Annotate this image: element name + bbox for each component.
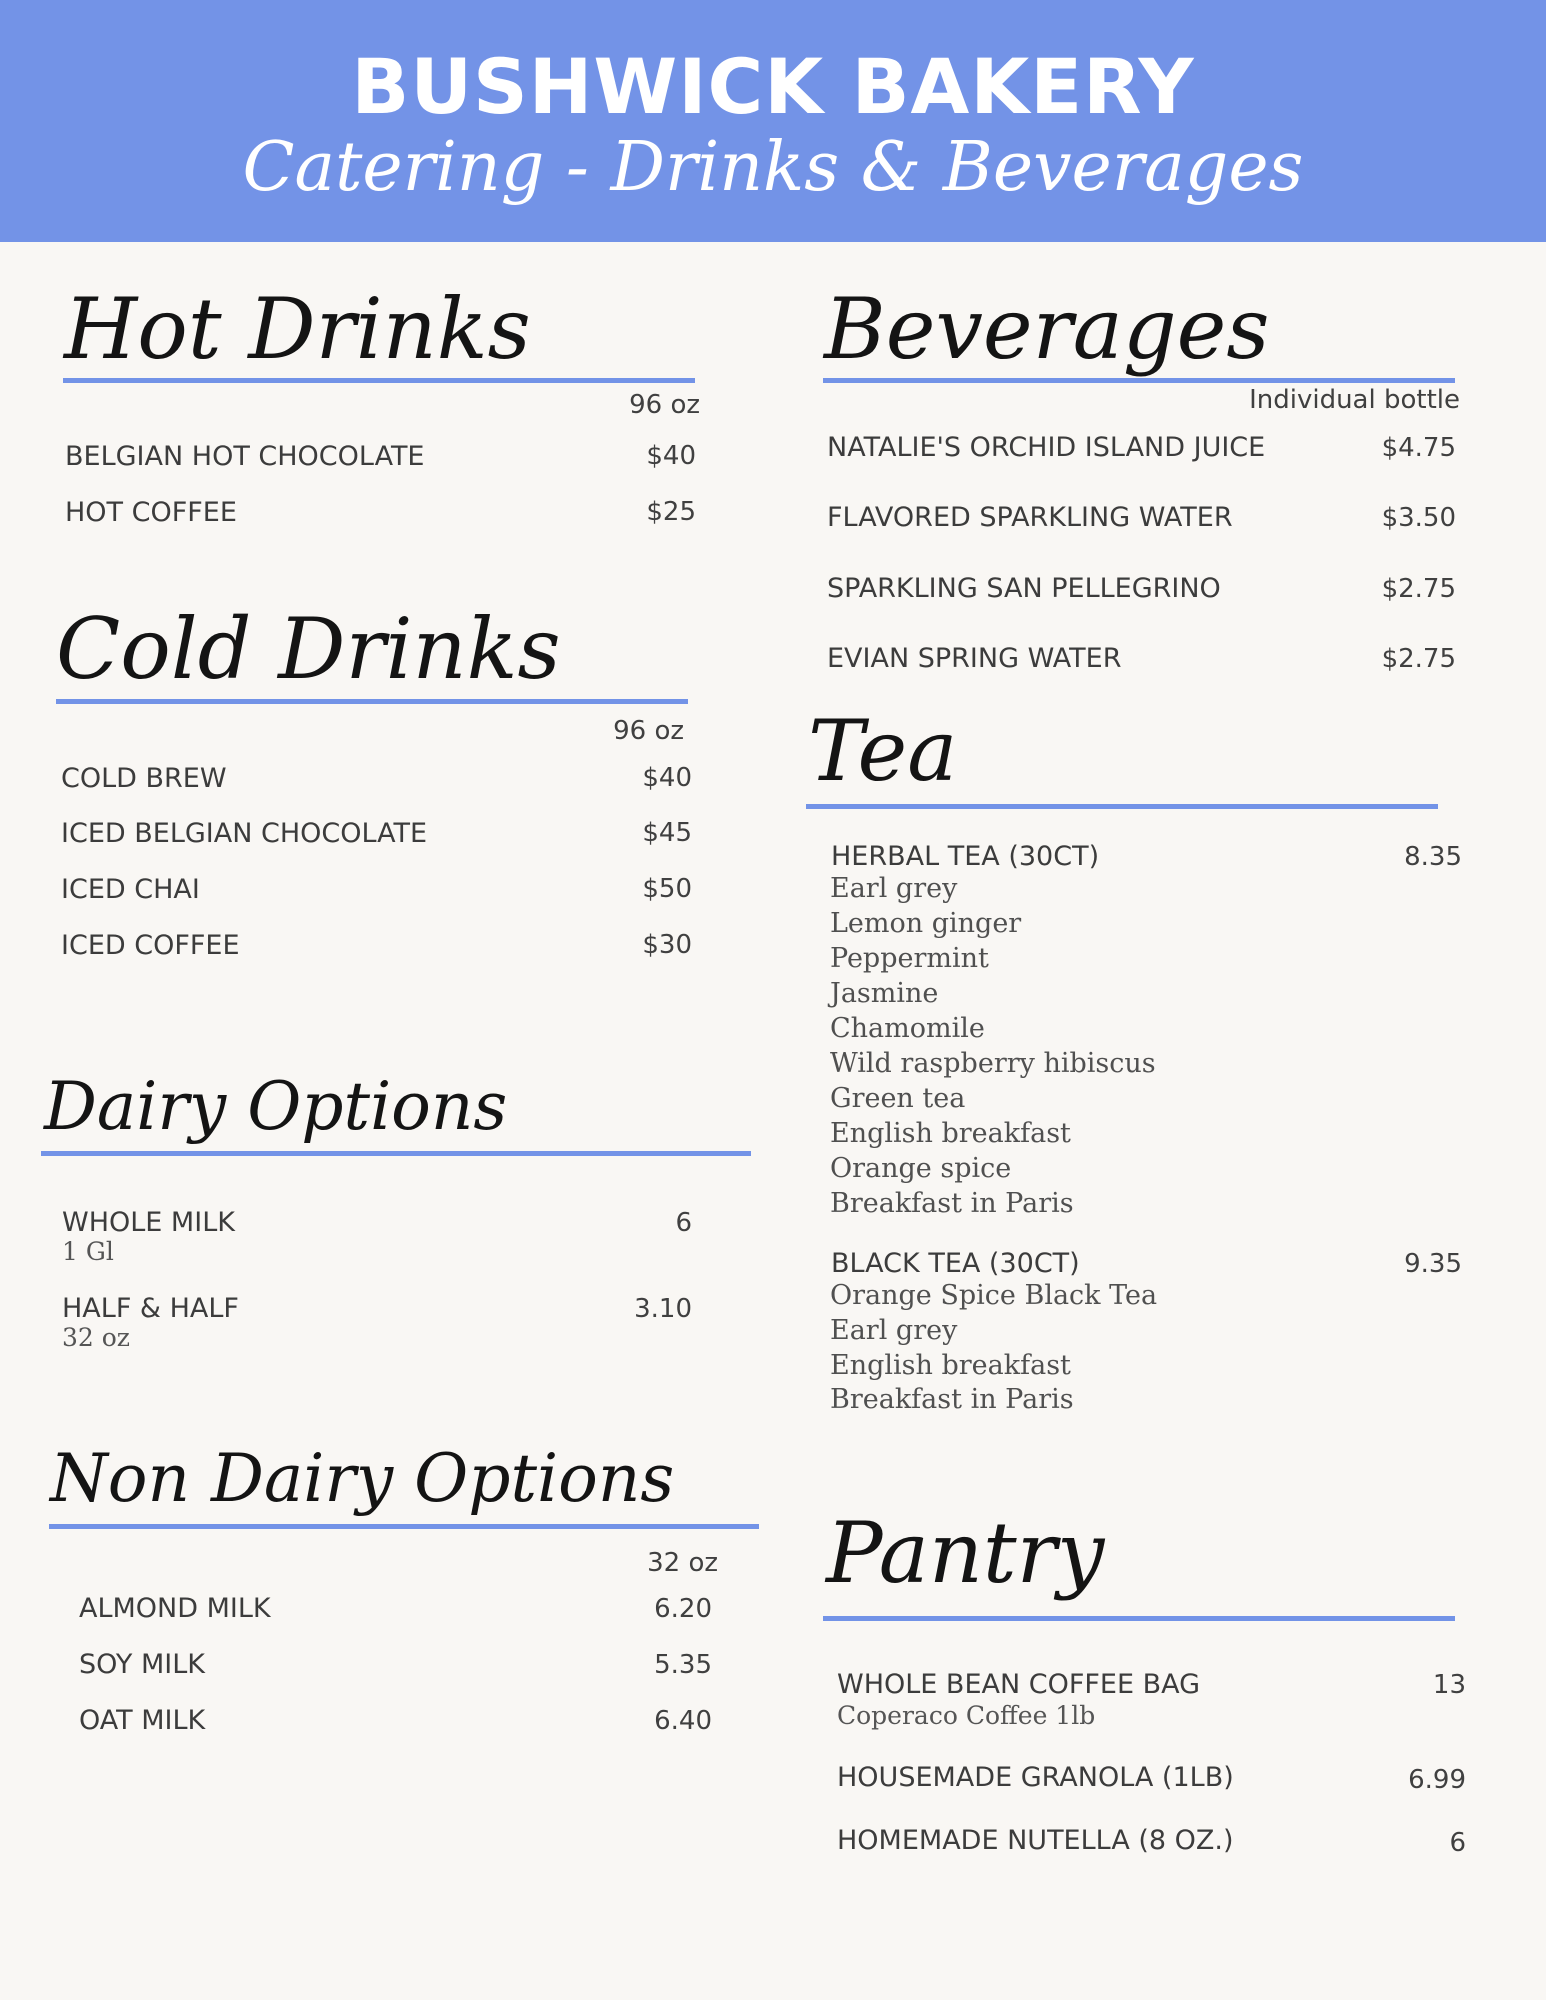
menu-item-name: ICED BELGIAN CHOCOLATE [61,818,428,849]
menu-item-name: ALMOND MILK [79,1593,271,1624]
menu-item-note: Coperaco Coffee 1lb [837,1701,1096,1730]
menu-item-name: BLACK TEA (30CT) [831,1248,1080,1279]
menu-item-price: 6 [1449,1828,1466,1858]
menu-item-price: $2.75 [1381,574,1456,604]
menu-item-name: SOY MILK [79,1649,205,1680]
tea-flavor: English breakfast [830,1118,1071,1149]
menu-item-price: $2.75 [1381,644,1456,674]
menu-item-name: HERBAL TEA (30CT) [831,841,1100,872]
menu-item-price: $3.50 [1381,503,1456,533]
menu-item-name: HALF & HALF [62,1293,239,1324]
menu-item-price: $30 [642,930,692,960]
tea-flavor: English breakfast [830,1350,1071,1381]
menu-item-price: $50 [642,874,692,904]
section-divider [806,804,1438,809]
unit-label: Individual bottle [1249,385,1460,415]
menu-item-price: 6.20 [654,1594,712,1624]
menu-item-name: EVIAN SPRING WATER [827,643,1122,674]
menu-item-price: $4.75 [1381,433,1456,463]
menu-item-name: FLAVORED SPARKLING WATER [827,502,1233,533]
menu-item-price: 3.10 [634,1294,692,1324]
menu-item-name: ICED CHAI [61,874,200,905]
menu-item-note: 32 oz [62,1323,130,1352]
menu-item-name: HOT COFFEE [65,497,237,528]
menu-item-price: 5.35 [654,1650,712,1680]
tea-flavor: Orange Spice Black Tea [830,1280,1158,1311]
menu-item-price: 6.40 [654,1706,712,1736]
tea-flavor: Breakfast in Paris [830,1188,1074,1219]
section-title: Non Dairy Options [50,1440,675,1517]
menu-item-name: WHOLE BEAN COFFEE BAG [837,1669,1201,1700]
tea-flavor: Earl grey [830,873,958,904]
menu-item-name: ICED COFFEE [61,930,240,961]
menu-item-price: $40 [642,763,692,793]
tea-flavor: Breakfast in Paris [830,1384,1074,1415]
header-banner [0,0,1546,242]
menu-item-price: 8.35 [1404,842,1462,872]
menu-item-price: $40 [646,441,696,471]
section-divider [823,1616,1455,1621]
section-title: Pantry [826,1504,1105,1602]
menu-item-name: OAT MILK [79,1705,206,1736]
menu-item-price: 6.99 [1408,1765,1466,1795]
tea-flavor: Earl grey [830,1315,958,1346]
tea-flavor: Green tea [830,1083,966,1114]
bakery-name: BUSHWICK BAKERY [351,42,1195,131]
menu-item-name: WHOLE MILK [62,1207,235,1238]
section-divider [41,1151,751,1156]
section-title: Beverages [824,280,1270,378]
menu-item-name: NATALIE'S ORCHID ISLAND JUICE [827,432,1266,463]
menu-item-price: 13 [1432,1670,1466,1700]
menu-item-price: 6 [675,1208,692,1238]
menu-item-name: BELGIAN HOT CHOCOLATE [65,441,425,472]
unit-label: 96 oz [613,716,684,746]
tea-flavor: Orange spice [830,1153,1012,1184]
tea-flavor: Wild raspberry hibiscus [830,1048,1156,1079]
menu-item-price: $25 [646,497,696,527]
section-divider [823,378,1455,383]
menu-item-name: SPARKLING SAN PELLEGRINO [827,573,1221,604]
tea-flavor: Peppermint [830,943,989,974]
section-title: Cold Drinks [56,600,561,698]
tea-flavor: Jasmine [830,978,939,1009]
menu-item-price: $45 [642,818,692,848]
menu-item-name: HOMEMADE NUTELLA (8 OZ.) [837,1825,1234,1856]
section-divider [63,378,695,383]
section-divider [56,699,688,704]
unit-label: 96 oz [629,390,700,420]
menu-item-name: HOUSEMADE GRANOLA (1LB) [837,1762,1234,1793]
menu-item-name: COLD BREW [61,763,227,794]
tea-flavor: Lemon ginger [830,908,1022,939]
menu-item-note: 1 Gl [62,1237,114,1266]
menu-subtitle: Catering - Drinks & Beverages [242,128,1304,207]
tea-flavor: Chamomile [830,1013,985,1044]
section-title: Hot Drinks [64,280,531,378]
menu-item-price: 9.35 [1404,1249,1462,1279]
unit-label: 32 oz [647,1548,718,1578]
section-divider [49,1524,759,1529]
section-title: Dairy Options [44,1068,508,1145]
section-title: Tea [808,702,958,800]
